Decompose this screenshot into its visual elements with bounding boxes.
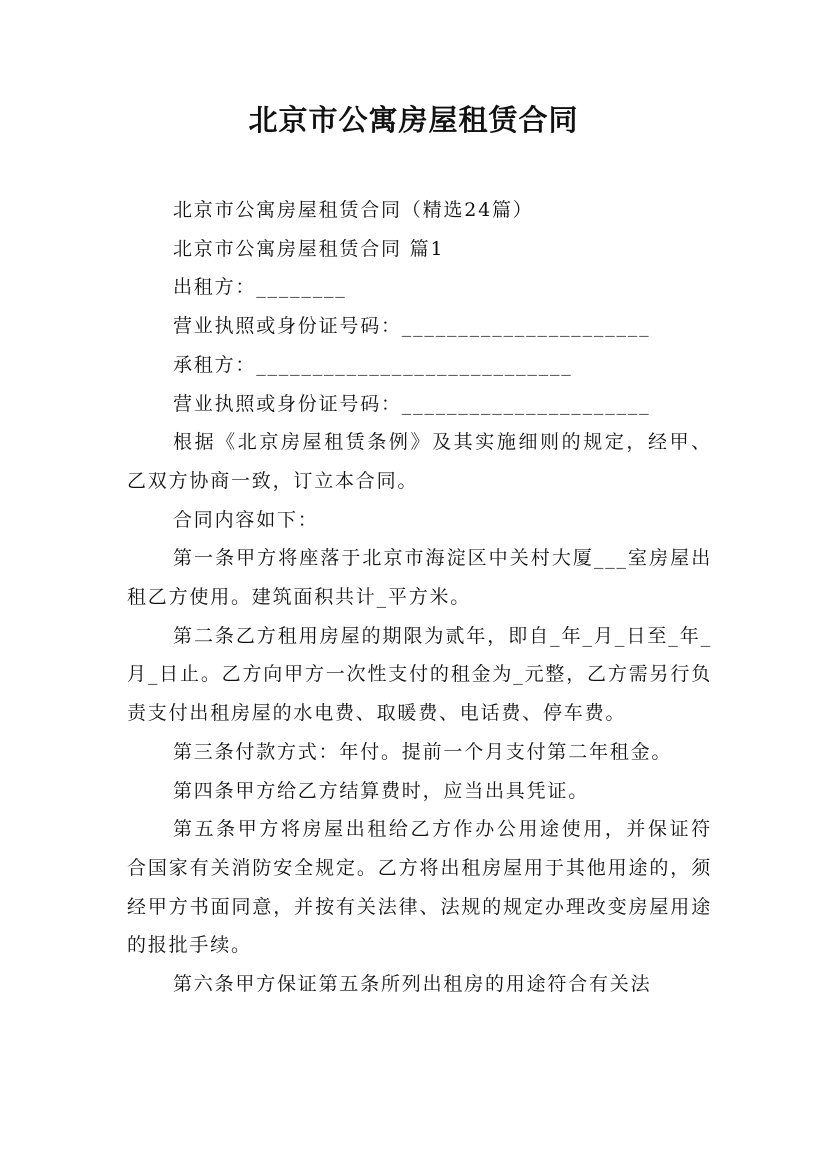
paragraph-lessor: 出租方：________ bbox=[173, 276, 347, 299]
paragraph-article-4: 第四条甲方给乙方结算费时，应当出具凭证。 bbox=[173, 779, 590, 802]
paragraph-lessor-id: 营业执照或身份证号码：______________________ bbox=[173, 315, 651, 338]
document-title: 北京市公寓房屋租赁合同 bbox=[248, 103, 579, 137]
paragraph-article-1: 第一条甲方将座落于北京市海淀区中关村大厦___室房屋出租乙方使用。建筑面积共计_平方米。 bbox=[127, 547, 712, 609]
document-body bbox=[127, 191, 712, 1004]
paragraph-contents-intro: 合同内容如下： bbox=[173, 508, 319, 531]
paragraph-article-3: 第三条付款方式：年付。提前一个月支付第二年租金。 bbox=[173, 740, 673, 763]
paragraph-lessee-id: 营业执照或身份证号码：______________________ bbox=[173, 392, 651, 415]
paragraph-lessee: 承租方：____________________________ bbox=[173, 353, 573, 376]
paragraph-article-2: 第二条乙方租用房屋的期限为贰年，即自_年_月_日至_年_月_日止。乙方向甲方一次性支付的租金为_元整，乙方需另行负责支付出租房屋的水电费、取暖费、电话费、停车费。 bbox=[127, 624, 712, 725]
paragraph-basis: 根据《北京房屋租赁条例》及其实施细则的规定，经甲、乙双方协商一致，订立本合同。 bbox=[127, 431, 712, 492]
paragraph-article-5: 第五条甲方将房屋出租给乙方作办公用途使用，并保证符合国家有关消防安全规定。乙方将出租房屋用于其他用途的，须经甲方书面同意，并按有关法律、法规的规定办理改变房屋用途的报批手续。 bbox=[127, 818, 712, 957]
paragraph-heading: 北京市公寓房屋租赁合同（精选24篇） bbox=[173, 199, 534, 221]
paragraph-section-title: 北京市公寓房屋租赁合同 篇1 bbox=[173, 237, 445, 260]
paragraph-article-6: 第六条甲方保证第五条所列出租房的用途符合有关法 bbox=[173, 973, 652, 996]
